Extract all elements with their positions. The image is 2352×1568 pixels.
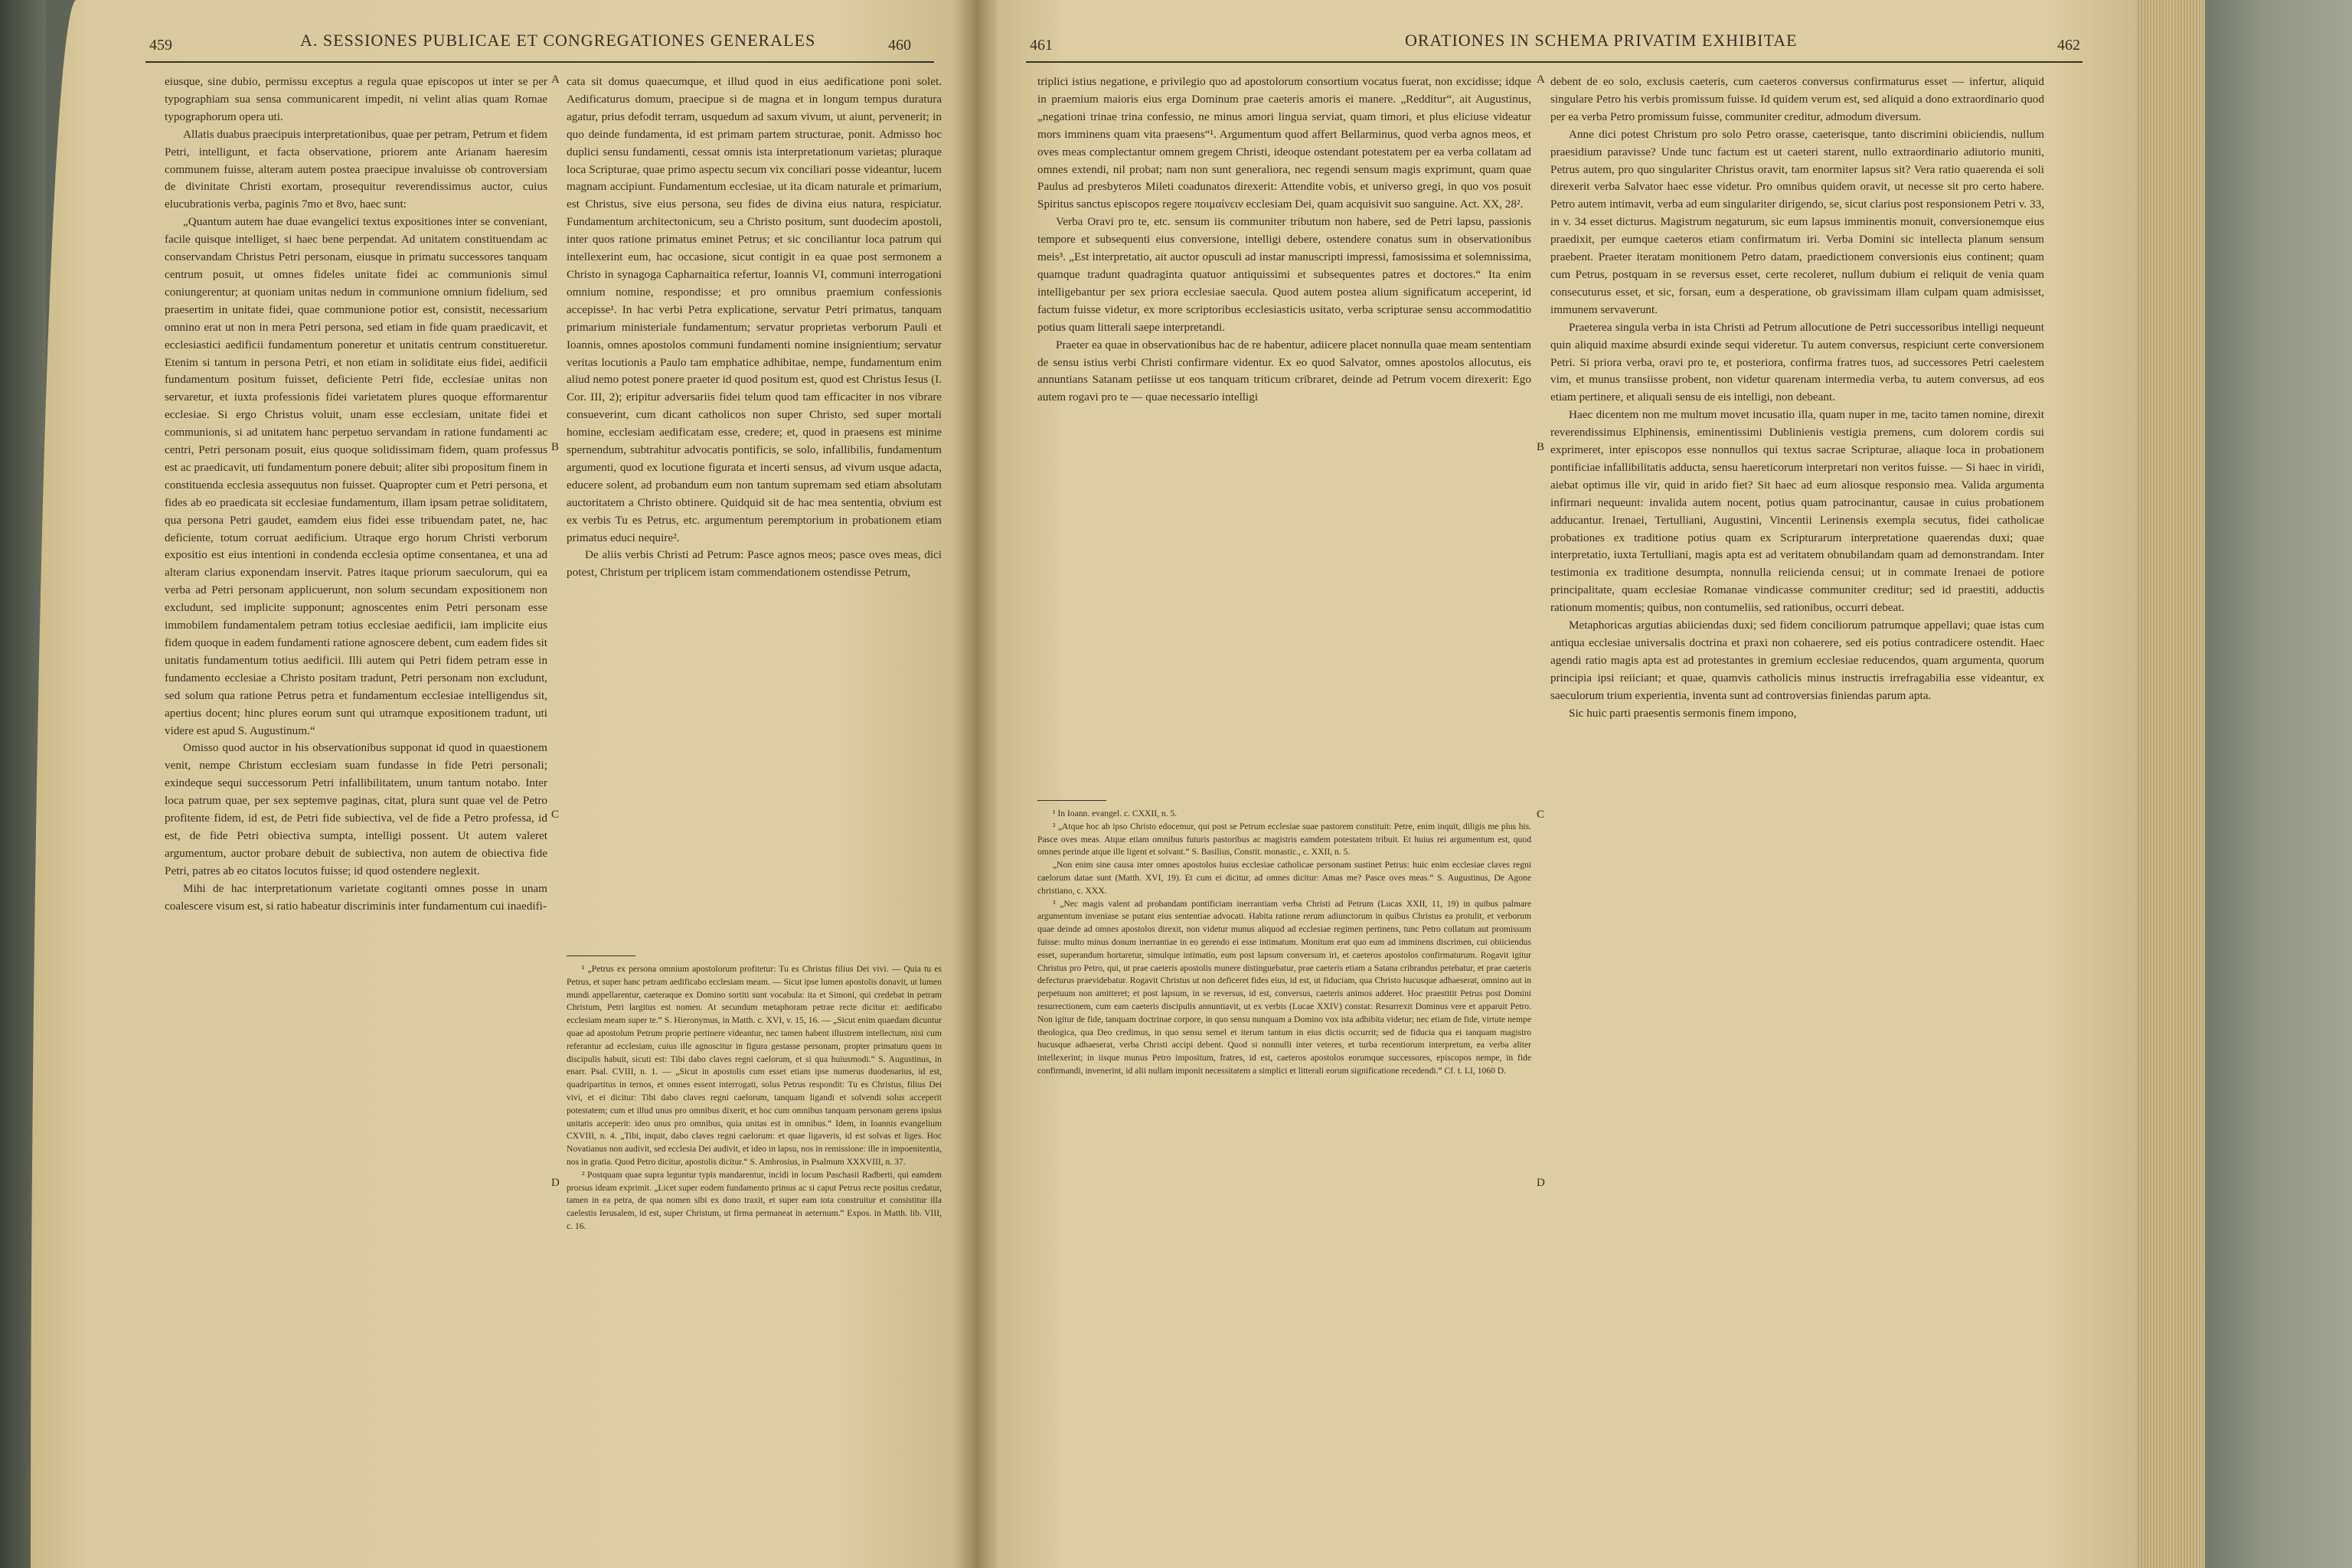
left-running-header: A. SESSIONES PUBLICAE ET CONGREGATIONES GENERALES (300, 31, 816, 50)
right-running-header: ORATIONES IN SCHEMA PRIVATIM EXHIBITAE (1405, 31, 1798, 50)
paragraph: eiusque, sine dubio, permissu exceptus a regula quae episcopos ut inter se per typographiam sua sensa communicarent impedit, ni velint alias quam Romae typographorum opera uti. (165, 75, 547, 123)
open-book (31, 0, 2205, 1568)
left-page-number: 459 (149, 37, 172, 54)
left-footnotes (567, 963, 942, 1233)
margin-marker-c: C (551, 808, 560, 821)
right-column-a (1037, 74, 1531, 407)
right-footnotes (1037, 808, 1531, 1078)
footnote: ² „Atque hoc ab ipso Christo edocemur, qui post se Petrum ecclesiae suae pastorem constituit: Petre, enim inquit, diligis me plus his. Pasce oves meas. Atque etiam omnibus futuris pastoribus ac magistris eamdem potestatem tribuit. Et huius rei argumentum est, quod omnes perinde atque ille ligent et solvant.“ S. Basilius, Constit. monastic., c. XXII, n. 5. (1037, 821, 1531, 858)
footnote: „Non enim sine causa inter omnes apostolos huius ecclesiae catholicae personam sustinet Petrus: huic enim ecclesiae claves regni caelorum datae sunt (Matth. XVI, 19). Et cum ei dicitur, ad omnes dicitur: Amas me? Pasce oves meas.“ S. Augustinus, De Agone christiano, c. XXX. (1037, 860, 1531, 896)
paragraph: Omisso quod auctor in his observationibus supponat id quod in quaestionem venit, nempe Christum ecclesiam suam fundasse in fide Petri personali; exindeque sequi successorum Petri infallibilitatem, unum tantum notabo. Inter loca patrum quae, per sex septemve paginas, citat, plura sunt quae vel de Petro profitente fidem, id est, de Petri fide subiectiva, vel de fide a Petro professa, id est, de fide Petri obiectiva sumpta, intelligi possent. Ut autem valeret argumentum, auctor probare debuit de subiectiva, non autem de obiectiva fide Petri, patres ab eo citatos locutos fuisse; id quod ostendere neglexit. (165, 741, 547, 877)
left-page (31, 0, 976, 1568)
footnote: ² Postquam quae supra leguntur typis mandarentur, incidi in locum Paschasii Radberti, qui eamdem prorsus ideam exprimit. „Licet super eodem fundamento primus ac si caput Petrus recte positus credatur, tamen in ea petra, de qua nomen sibi ex dono traxit, et super eam tota construitur et consistitur illa caelestis Ierusalem, id est, super Christum, ut firma permaneat in aeternum.“ Expos. in Matth. lib. VIII, c. 16. (567, 1169, 942, 1231)
margin-marker-d: D (551, 1177, 560, 1189)
right-footnote-rule (1037, 800, 1106, 801)
paragraph: Haec dicentem non me multum movet incusatio illa, quam nuper in me, tacito tamen nomine, direxit reverendissimus Elphinensis, eminentissimi Dublinienis vestigia premens, cum dolorem cordis sui exprimeret, inter episcopos esse nonnullos qui textus sacrae Scripturae, aliaque loca in probationem pontificiae infallibilitatis adducta, sensu haereticorum interpretari non veritos fuisse. — Si haec in viridi, aiebat optimus ille vir, quid in arido fiet? Sit haec ad eum aliosque responsio mea. Valida argumenta infirmari nequeunt: invalida autem nocent, potius quam patrocinantur, causae in cuius probationem adducantur. Irenaei, Tertulliani, Augustini, Vincentii Lerinensis exempla secutus, fidei catholicae probationes ex traditione potius quam ex Scripturarum interpretatione quaerendas duxi; quae interpretatio, iuxta Tertulliani, magis apta est ad veritatem obnubilandam quam ad demonstrandam. Inter testimonia ex traditione desumpta, nonnulla reiicienda censui; ut in commate Irenaei de potiore principalitate, quam ecclesiae Romanae vindicasse communiter creditur; sed id praestiti, adductis rationum momentis; quibus, non contumeliis, sed rationibus, occurri debeat. (1550, 408, 2044, 615)
paragraph: Verba Oravi pro te, etc. sensum iis communiter tributum non habere, sed de Petri lapsu, passionis tempore et subsequenti eius conversione, intelligi debere, ostendere conatus sum in observationibus meis³. „Est interpretatio, ait auctor opusculi ad instar manuscripti impressi, famosissima et solemnissima, quamque tradunt quadraginta quatuor antiquissimi et subsequentes patres et doctores.“ Ita enim intelligebantur per sex priora ecclesiae saecula. Quod autem postea alium significatum acceperint, id factum fuisse videtur, ex more scriptoribus ecclesiasticis usitato, verba scripturae sensu accommodatitio potius quam litterali saepe interpretandi. (1037, 215, 1531, 334)
margin-marker-b: B (1537, 441, 1545, 453)
paragraph: cata sit domus quaecumque, et illud quod in eius aedificatione poni solet. Aedificaturus domum, praecipue si de magna et in longum tempus duratura agatur, prius defodit terram, usquedum ad saxum vivum, ut aiunt, pervenerit; in quo deinde fundamenta, id est primam partem structurae, ponit. Admisso hoc duplici sensu fundamenti, cessat omnis ista interpretationum varietas; pluraque loca Scripturae, quae primo aspectu secum vix conciliari posse videantur, lucem magnam accipiunt. Fundamentum ecclesiae, ut ita dicam naturale et primarium, est Christus, sive eius persona, seu fides de divina eius natura, respiciatur. Fundamentum architectonicum, seu a Christo positum, sunt duodecim apostoli, inter quos ratione primatus eminet Petrus; et sic conciliantur loca patrum qui intellexerint eum, hac occasione, sicut contigit in ea quae post sermonem a Christo in synagoga Capharnaitica refertur, Ioannis VI, communi interrogationi omnium nomine, respondisse; et pro omnibus praemium confessionis accepisse¹. In hac verbi Petra explicatione, servatur Petri primatus, tanquam primarium ministeriale fundamentum; servatur proprietas verborum Pauli et Ioannis, omnes apostolos communi fundamenti nomine insignientium; servatur veritas locutionis a Paulo tam emphatice adhibitae, nempe, fundamentum enim aliud nemo potest ponere praeter id quod positum est, quod est Christus Iesus (I. Cor. III, 2); eripitur adversariis fidei telum quod tam efficaciter in nos vibrare consueverint, cum dicant catholicos non super Christo, sed super mortali homine, ecclesiam aedificatam esse, credere; et, quod in praesens est minime spernendum, subtrahitur advocatis pontificis, se solo, infallibilis, fundamentum argumenti, quod ex locutione figurata et incerti sensus, ad vivum usque adacta, educere solent, ad probandum eum non tantum supremam sed etiam absolutam auctoritatem a Christo obtinere. Quidquid sit de hac mea sententia, obvium est ex verbis Tu es Petrus, etc. argumentum peremptorium in probationem etiam primatus educi nequire². (567, 75, 942, 544)
right-header-rule (1026, 61, 2082, 63)
margin-marker-c: C (1537, 808, 1545, 821)
margin-marker-a: A (1537, 74, 1545, 86)
paragraph: Praeter ea quae in observationibus hac de re habentur, adiicere placet nonnulla quae meam sententiam de sensu istius verbi Christi confirmare videntur. Ex eo quod Salvator, omnes apostolos allocutus, eis annuntians Satanam petiisse ut eos tanquam triticum cribraret, deinde ad Petrum vocem direxerit: Ego autem rogavi pro te — quae necessario intelligi (1037, 338, 1531, 404)
book-gutter (953, 0, 999, 1568)
paragraph: Anne dici potest Christum pro solo Petro orasse, caeterisque, tanto discrimini obiiciendis, nullum praesidium paravisse? Unde tunc factum est ut caeteri starent, nullo extraordinario adiutorio muniti, Petrus autem, pro quo singulariter Christus oravit, tam enormiter lapsus sit? Vera ratio quaerenda ei soli direxerit verba Salvator haec esse videtur. Pro omnibus quidem oravit, ut necesse sit pro certo habere. Petro autem intimavit, verba ad eum singulariter dirigendo, se, sicut clarius post responsionem Petri v. 33, in v. 34 esset dicturus. Magistrum negaturum, sic eum lapsus imminentis monuit, conversionemque eius praedixit, per eumque caeteros etiam confirmatum iri. Verba Domini sic intellecta planum sensum praebent. Praeter iteratam monitionem Petro datam, praedictionem conversionis eius continent; quam cum Petrus, postquam in se reversus esset, certe recoleret, nullum dubium ei reliquit de venia quam consecuturus esset, et sic, forsan, eum a desperatione, ob gravissimam illam culpam quam admisisset, immunem servaverunt. (1550, 127, 2044, 316)
left-column-b (567, 74, 942, 582)
right-header-number: 462 (2057, 37, 2080, 54)
margin-marker-d: D (1537, 1177, 1545, 1189)
page-edges (2136, 0, 2205, 1568)
left-header-rule (145, 61, 934, 63)
paragraph: Allatis duabus praecipuis interpretationibus, quae per petram, Petrum et fidem Petri, intelligunt, et facta observatione, priorem ante Arianam haeresim communem fuisse, alteram autem postea praecipue invaluisse ob controversiam de divinitate Christi exortam, prosequitur reverendissimus auctor, cuius elucubrationis verba, paginis 7mo et 8vo, haec sunt: (165, 127, 547, 211)
right-page (976, 0, 2136, 1568)
left-column-a (165, 74, 547, 916)
desk-background-right (2199, 0, 2352, 1568)
footnote: ³ „Nec magis valent ad probandam pontificiam inerrantiam verba Christi ad Petrum (Lucas XXII, 11, 19) in quibus palmare argumentum inveniase se putant eius sententiae advocati. Habita ratione rerum adiunctorum in quibus Christus ea protulit, et verborum quae deinde ad omnes apostolos direxit, non videtur munus aliquod ad ecclesiae regimen pertinens, tunc Petro collatum aut promissum fuisse: multo minus donum inerrantiae in eo gerendo ei esse intimatum. Monitum erat quo eum ad imminens discrimen, cui obiiciendus esset, superandum hortaretur, simulque intimatio, eum post lapsum conversum iri, et caeteros apostolos confirmaturum. Rogavit igitur Christus pro Petro, qui, ut prae caeteris apostolis munere distinguebatur, prae caeteris etiam a Satana cribrandus petebatur, et prae caeteris defecturus praevidebatur. Rogavit Christus ut non deficeret fides eius, id est, ut fiduciam, qua Christo hucusque adhaeserat, omnino aut in perpetuum non amitteret; et post lapsum, in se reversus, id est, conversus, caeteris animos adderet. Hoc praestitit Petrus post Domini resurrectionem, cum eam caeteris discipulis annuntiavit, ut ex verbis (Lucae XXIV) constat: Resurrexit Dominus vere et apparuit Petro. Non igitur de fide, tanquam doctrinae corpore, in quo sensu nunquam a Domino vox ista adhibita videtur; nec etiam de fide, virtute nempe theologica, qua Deo credimus, in quo sensu semel et iterum tantum in eius dictis occurrit; sed de fiducia qua ei tanquam magistro hucusque adhaeserat, verba Christi accipi debent. Quod si nonnulli inter veteres, et turba recentiorum interpretum, ea verba aliter intellexerint; in iisque munus Petro impositum, fratres, id est, caeteros apostolos eorumque successores, episcopos nempe, in fide confirmandi, invenerint, id alii nullam imponit necessitatem a simplici et litterali eorum significatione recedendi.“ Cf. t. LI, 1060 D. (1037, 898, 1531, 1076)
paragraph: Sic huic parti praesentis sermonis finem impono, (1569, 706, 1797, 720)
paragraph: triplici istius negatione, e privilegio quo ad apostolorum consortium vocatus fuerat, non excidisse; idque in praemium maioris eius erga Dominum prae caeteris amoris ei manere. „Redditur“, ait Augustinus, „negationi trinae trina confessio, ne minus amori lingua serviat, quam timori, et plus eliciuse videatur mors imminens quam vita praesens“¹. Argumentum quod affert Bellarminus, quod verba agnos meos, et oves meas complectantur omnem gregem Christi, ideoque ostendant potestatem per ea verba collatam ad omnes extendi, nil probat; nam non sunt generaliora, nec regendi sensum magis exprimunt, quam quae Paulus ad presbyteros Mileti coadunatos direxerit: Attendite vobis, et universo gregi, in quo vos posuit Spiritus sanctus episcopos regere ποιμαίνειν ecclesiam Dei, quam acquisivit suo sanguine. Act. XX, 28². (1037, 75, 1531, 211)
margin-marker-a: A (551, 74, 560, 86)
paragraph: debent de eo solo, exclusis caeteris, cum caeteros conversus confirmaturus esset — infertur, aliquid singulare Petro his verbis promissum fuisse. Id quidem verum est, sed aliquid a dono extraordinario quod per ea verba Petro promissum fuisse, communiter creditur, admodum diversum. (1550, 75, 2044, 123)
paragraph: Praeterea singula verba in ista Christi ad Petrum allocutione de Petri successoribus intelligi nequeunt quin aliquid maxime absurdi exinde sequi videretur. Tu autem conversus, respiciunt certe conversionem Petri. Si priora verba, oravi pro te, et posteriora, confirma fratres tuos, ad successores Petri caelestem vim, et munus transiisse probent, non videtur quarenam intermedia verba, tu autem conversus, ad eos etiam pertinere, et aliquali sensu de eis intelligi, non debeant. (1550, 320, 2044, 404)
footnote: ¹ „Petrus ex persona omnium apostolorum profitetur: Tu es Christus filius Dei vivi. — Quia tu es Petrus, et super hanc petram aedificabo ecclesiam meam. — Sicut ipse lumen apostolis donavit, ut lumen mundi appellarentur, caeteraque ex Domino sortiti sunt vocabula: ita et Simoni, qui credebat in petram Christum, Petri largitus est nomen. At secundum metaphoram petrae recte dicitur ei: aedificabo ecclesiam meam super te.“ S. Hieronymus, in Matth. c. XVI, v. 15, 16. — „Sicut enim quaedam dicuntur quae ad apostolum Petrum proprie pertinere videantur, nec tamen habent illustrem intellectum, nisi cum referantur ad ecclesiam, cuius ille agnoscitur in figura gestasse personam, propter primatum quem in discipulis habuit, sicuti est: Tibi dabo claves regni caelorum, et si qua huiusmodi.“ S. Augustinus, in enarr. Psal. CVIII, n. 1. — „Sicut in apostolis cum esset etiam ipse numerus duodenarius, id est, quadripartitus in ternos, et omnes essent interrogati, solus Petrus respondit: Tu es Christus, filius Dei vivi, et ei dicitur: Tibi dabo claves regni caelorum, tanquam ligandi et solvendi solus acceperit potestatem; cum et illud unus pro omnibus dixerit, et hoc cum omnibus tanquam personam gerens ipsius unitatis acceperit: ideo unus pro omnibus, quia unitas est in omnibus.“ Idem, in Ioannis evangelium CXVIII, n. 4. „Tibi, inquit, dabo claves regni caelorum: et quae ligaveris, id est solvas et liges. Hoc Novatianus non audivit, sed ecclesia Dei audivit, et ideo in lapsu, nos in remissione: ille in impoenitentia, nos in gratia. Quod Petro dicitur, apostolis dicitur.“ S. Ambrosius, in Psalmum XXXVIII, n. 37. (567, 964, 942, 1167)
right-column-b (1550, 74, 2044, 723)
paragraph: Metaphoricas argutias abiiciendas duxi; sed fidem conciliorum patrumque appellavi; quae istas cum antiqua ecclesiae universalis doctrina et praxi non cohaerere, sed eis potius contradicere ostendit. Haec agendi ratio magis apta est ad protestantes in gremium ecclesiae reducendos, quam argumenta, quorum principia ipsi reiiciant; et quae, quamvis catholicis minus instructis irrefragabilia esse videantur, ex saeculorum trium experientia, inventa sunt ad controversias finiendas parum apta. (1550, 619, 2044, 702)
paragraph: Mihi de hac interpretationum varietate cogitanti omnes posse in unam coalescere visum est, si ratio habeatur discriminis inter fundamentum cui inaedifi- (165, 881, 547, 913)
right-page-number: 461 (1030, 37, 1053, 54)
margin-marker-b: B (551, 441, 560, 453)
footnote: ¹ In Ioann. evangel. c. CXXII, n. 5. (1053, 808, 1178, 818)
paragraph: De aliis verbis Christi ad Petrum: Pasce agnos meos; pasce oves meas, dici potest, Christum per triplicem istam commendationem ostendisse Petrum, (567, 548, 942, 580)
paragraph: „Quantum autem hae duae evangelici textus expositiones inter se conveniant, facile quisque intelliget, si haec bene perpendat. Ad unitatem constituendam ac conservandam Christus Petri personam, eiusque in primatu successores tanquam centrum posuit, ut omnes fideles unitate fidei ac communionis simul coniungerentur; at quoniam unitas nedum in communione omnium fidelium, sed praesertim in unitate fidei, quae communione potior est, consistit, necessarium omnino erat ut non in mera Petri persona, sed etiam in fide quam praedicavit, et ecclesiastici aedificii fundamentum poneretur et unitatis centrum constitueretur. Etenim si tantum in persona Petri, et non etiam in soliditate eius fidei, aedificii fundamentum positum fuisset, deficiente Petri fide, ecclesiae unitas non servaretur, et iuxta professionis fidei varietatem plures quoque efformarentur ecclesiae. Si ergo Christus voluit, unam esse ecclesiam, unitate fidei et communionis, si ad unitatem hanc perpetuo servandam in ratione fundamenti ac centri, Petri personam posuit, eius quoque solidissimam fidem, quam professus est ac praedicavit, uti fundamentum ponere debuit; aliter sibi propositum finem in constituenda ecclesia assequutus non fuisset. Quapropter cum et Petri persona, et fides ab eo praedicata sit ecclesiae fundamentum, illam ipsam petrae soliditatem, qua persona Petri gaudet, eamdem eius fidei esse tribuendam patet, ne, hac deficiente, totum corruat aedificium. Utraque ergo horum Christi verborum expositio est eius intentioni in condenda ecclesia optime consentanea, et una ad alteram clarius exponendam inservit. Patres itaque priorum saeculorum, qui ea verba ad Petri personam applicuerunt, non solum secundam expositionem non excludunt, sed implicite supponunt; agnoscentes enim Petri personam esse immobilem fundamentalem petram totius ecclesiae aedificii, iam implicite eius fidem quoque in eadem fundamenti ratione agnoscere debent, cum eadem fides sit unitatis fundamentum totius aedificii. Illi autem qui Petri fidem petram esse in fundamento ecclesiae a Christo positam tradunt, Petri personam non excludunt, sed solum qua ratione Petrus petra et fundamentum ecclesiae intelligendus sit, apertius docent; hinc plures eorum sunt qui utramque expositionem tradunt, uti videre est apud S. Augustinum.“ (165, 215, 547, 737)
left-header-number: 460 (888, 37, 911, 54)
